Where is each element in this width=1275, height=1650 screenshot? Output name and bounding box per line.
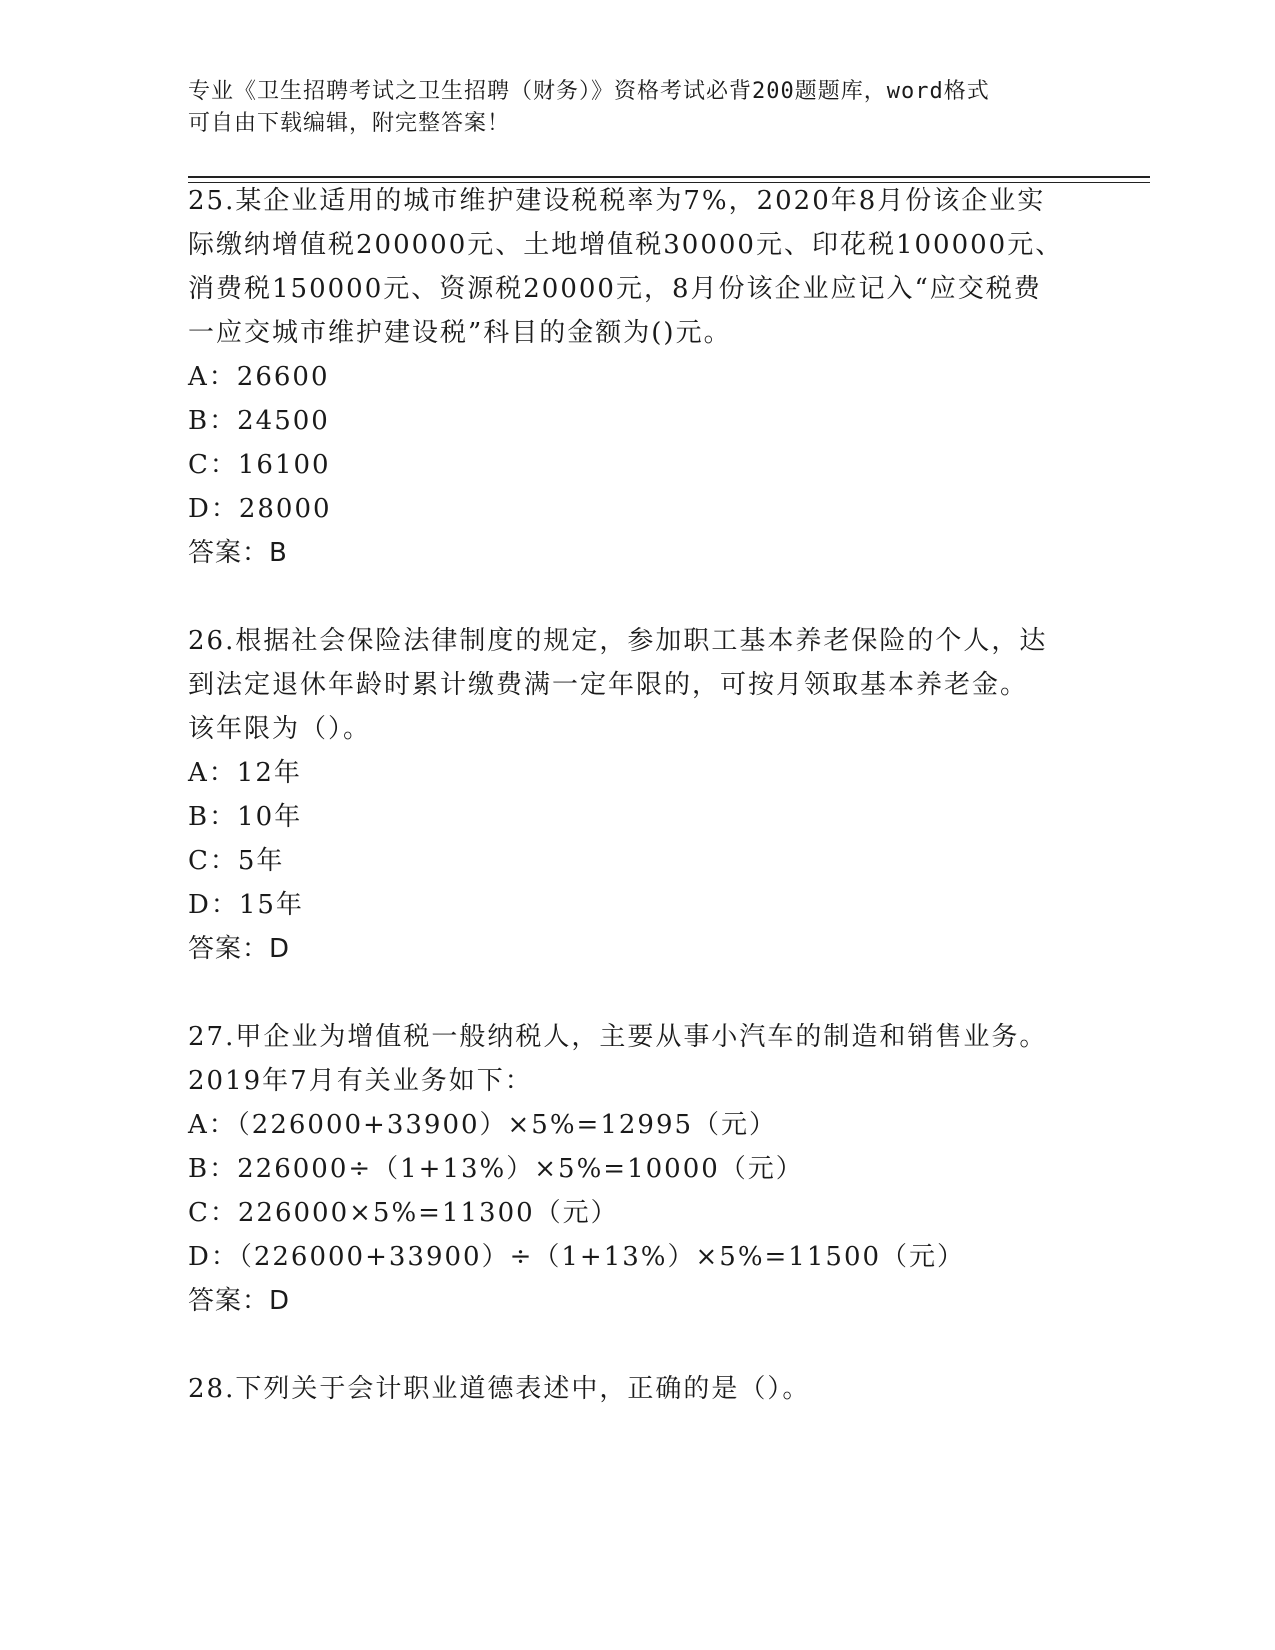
question-25-stem-line-2: 际缴纳增值税200000元、土地增值税30000元、印花税100000元、 — [188, 230, 1064, 260]
question-27-answer: 答案：D — [188, 1286, 291, 1316]
question-27-option-c: C：226000×5%=11300（元） — [188, 1198, 619, 1228]
question-27-option-d: D：（226000+33900）÷（1+13%）×5%=11500（元） — [188, 1242, 966, 1272]
question-26-option-d: D：15年 — [188, 890, 304, 920]
question-27-stem-line-2: 2019年7月有关业务如下： — [188, 1066, 533, 1096]
header-divider-thin — [188, 182, 1150, 183]
document-header — [188, 76, 1088, 140]
question-28-stem-line-1: 28.下列关于会计职业道德表述中，正确的是（）。 — [188, 1374, 811, 1404]
question-26-answer: 答案：D — [188, 934, 291, 964]
question-26-stem-line-1: 26.根据社会保险法律制度的规定，参加职工基本养老保险的个人，达 — [188, 626, 1048, 656]
question-26-option-c: C：5年 — [188, 846, 285, 876]
question-25-option-a: A：26600 — [188, 362, 330, 392]
question-25-option-d: D：28000 — [188, 494, 332, 524]
question-26-stem-line-3: 该年限为（）。 — [188, 714, 372, 744]
question-26-stem-line-2: 到法定退休年龄时累计缴费满一定年限的，可按月领取基本养老金。 — [188, 670, 1029, 700]
question-25-option-c: C：16100 — [188, 450, 331, 480]
question-25-stem-line-4: 一应交城市维护建设税”科目的金额为()元。 — [188, 318, 732, 348]
question-26-option-a: A：12年 — [188, 758, 302, 788]
question-25-option-b: B：24500 — [188, 406, 330, 436]
header-line-1: 专业《卫生招聘考试之卫生招聘（财务）》资格考试必背200题题库，word格式 — [188, 79, 990, 104]
header-divider-thick — [188, 176, 1150, 178]
question-26-option-b: B：10年 — [188, 802, 303, 832]
header-line-2: 可自由下载编辑，附完整答案！ — [188, 111, 511, 136]
question-25-stem-line-1: 25.某企业适用的城市维护建设税税率为7%，2020年8月份该企业实 — [188, 186, 1046, 216]
question-27-option-b: B：226000÷（1+13%）×5%=10000（元） — [188, 1154, 804, 1184]
question-25-stem-line-3: 消费税150000元、资源税20000元，8月份该企业应记入“应交税费 — [188, 274, 1042, 304]
question-27-option-a: A：（226000+33900）×5%=12995（元） — [188, 1110, 778, 1140]
question-27-stem-line-1: 27.甲企业为增值税一般纳税人，主要从事小汽车的制造和销售业务。 — [188, 1022, 1048, 1052]
question-25-answer: 答案：B — [188, 538, 288, 568]
